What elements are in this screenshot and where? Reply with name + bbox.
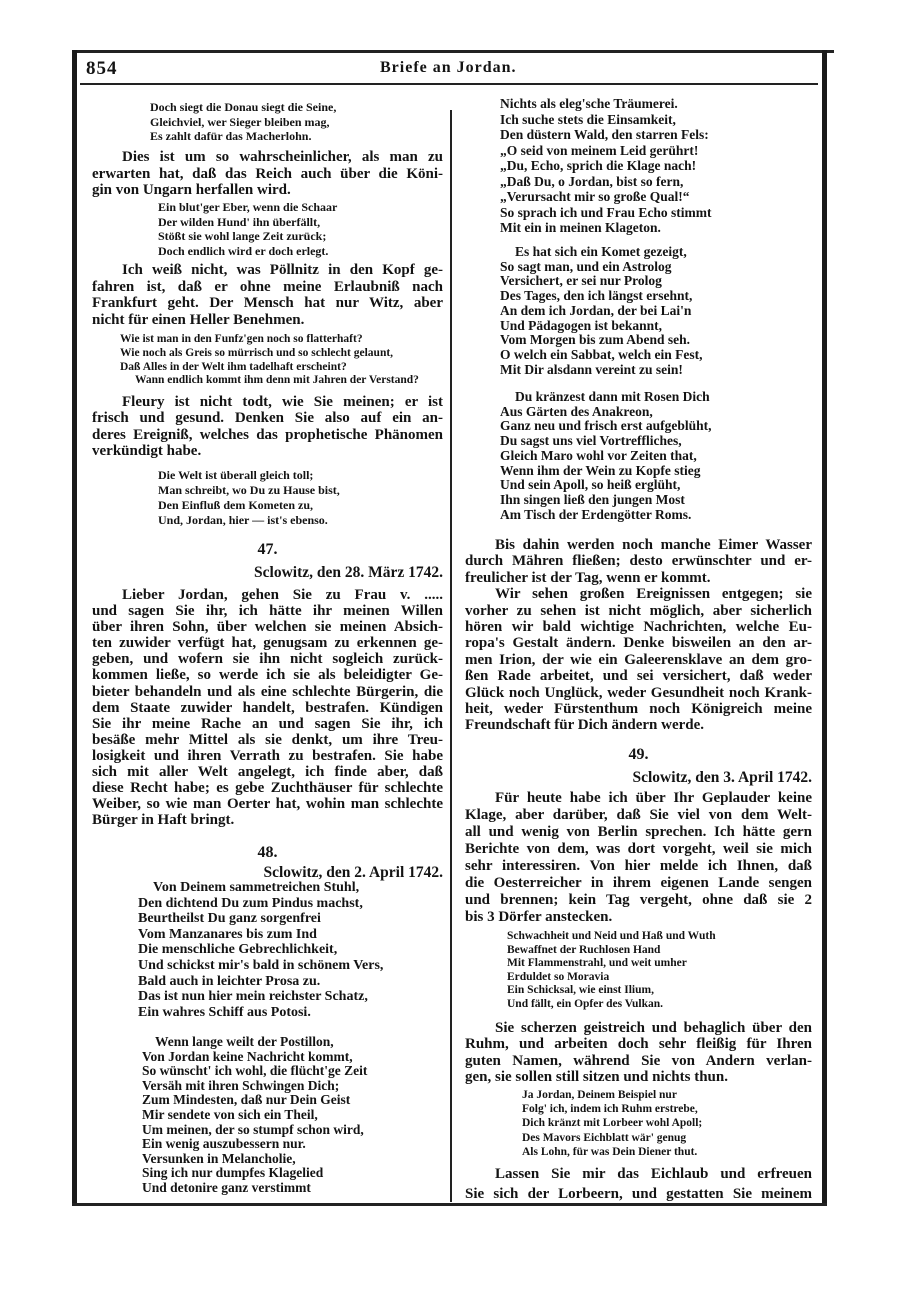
prose-line: guten Namen, während Sie von Andern verlan-	[465, 1052, 812, 1069]
letter-dateline: Sclowitz, den 2. April 1742.	[263, 864, 443, 881]
prose-line: freulicher ist der Tag, wenn er kommt.	[465, 569, 711, 586]
prose-line: diese Recht habe; es gebe Zuchthäuser für schlechte	[92, 780, 443, 797]
verse-line: Erduldet so Moravia	[507, 970, 610, 983]
verse-line: Mit Dir alsdann vereint zu sein!	[500, 361, 683, 377]
verse-line: So sagt man, und ein Astrolog	[500, 258, 672, 274]
verse-line: Am Tisch der Erdengötter Roms.	[500, 506, 692, 522]
verse-line: Und sein Apoll, so heiß erglüht,	[500, 477, 681, 493]
letter-dateline: Sclowitz, den 3. April 1742.	[632, 769, 812, 786]
page-frame-top-rule	[72, 50, 834, 53]
prose-paragraphs	[92, 394, 443, 459]
prose-line: ßen Rade arbeitet, und sei versichert, daß weder	[465, 668, 812, 685]
prose-line: gin von Ungarn herfallen wird.	[92, 182, 291, 198]
paragraph	[465, 790, 812, 926]
verse-stanza	[158, 468, 340, 528]
prose-paragraphs	[465, 790, 812, 926]
verse-line: Gleichviel, wer Sieger bleiben mag,	[150, 114, 330, 129]
paragraph	[465, 1164, 812, 1204]
page-number: 854	[86, 58, 118, 79]
prose-line: Sie sich der Lorbeern, und gestatten Sie meinem	[465, 1186, 812, 1202]
prose-line: Glück noch Unglück, weder Gesundheit noch Krank-	[465, 684, 812, 701]
prose-line: Ich weiß nicht, was Pöllnitz in den Kopf ge-	[122, 262, 443, 278]
verse-line: Wann endlich kommt ihm denn mit Jahren der Verstand?	[135, 374, 419, 387]
verse-line: Vom Manzanares bis zum Ind	[138, 926, 317, 942]
column-divider	[450, 110, 452, 1202]
verse-line: Versäh mit ihren Schwingen Dich;	[142, 1077, 340, 1093]
prose-paragraphs	[92, 262, 443, 328]
verse-line: Du kränzest dann mit Rosen Dich	[515, 389, 710, 404]
prose-line: Bürger in Haft bringt.	[92, 812, 235, 829]
prose-line: deres Ereigniß, welches das prophetische Phänomen	[92, 426, 443, 443]
prose-line: Lieber Jordan, gehen Sie zu Frau v. .....	[122, 587, 443, 603]
paragraph	[92, 262, 443, 328]
prose-line: bis 3 Dörfer anstecken.	[465, 909, 613, 925]
verse-stanza	[138, 880, 383, 1020]
verse-line: Bald auch in leichter Prosa zu.	[138, 973, 321, 989]
verse-line: „O seid von meinem Leid gerührt!	[500, 142, 699, 158]
verse-line: Ja Jordan, Deinem Beispiel nur	[522, 1089, 677, 1101]
verse-line: Man schreibt, wo Du zu Hause bist,	[158, 483, 340, 497]
prose-line: Klage, aber darüber, daß Sie viel von dem Welt-	[465, 807, 812, 823]
letter-number: 49.	[628, 746, 649, 763]
prose-line: men Irion, der wie ein Galeerensklave an dem gro-	[465, 651, 812, 668]
verse-line: Um meinen, der so stumpf schon wird,	[142, 1121, 364, 1137]
verse-line: Wie ist man in den Funfz'gen noch so flatterhaft?	[120, 333, 363, 345]
page-frame-left-rule	[72, 50, 77, 1205]
verse-line: Des Tages, den ich längst ersehnt,	[500, 288, 693, 304]
verse-line: Nichts als eleg'sche Träumerei.	[500, 96, 678, 111]
letter-number: 48.	[257, 844, 278, 861]
letter-number: 47.	[257, 541, 278, 558]
prose-line: dem Staate zuwider handelt, bestrafen. Kündigen	[92, 699, 443, 716]
verse-line: Aus Gärten des Anakreon,	[500, 403, 653, 419]
verse-line: So sprach ich und Frau Echo stimmt	[500, 204, 712, 220]
verse-line: Den Einfluß dem Kometen zu,	[158, 498, 314, 512]
verse-line: „Daß Du, o Jordan, bist so fern,	[500, 173, 684, 189]
prose-line: Frankfurt geht. Der Mensch hat nur Witz, aber	[92, 295, 443, 311]
verse-line: Ein wenig auszubessern nur.	[142, 1136, 306, 1152]
verse-line: Den düstern Wald, den starren Fels:	[500, 127, 709, 142]
verse-line: Zum Mindesten, daß nur Dein Geist	[142, 1092, 351, 1108]
verse-line: O welch ein Sabbat, welch ein Fest,	[500, 346, 703, 362]
prose-line: und brennen; kein Tag vergeht, ohne daß sie 2	[465, 892, 812, 908]
verse-line: Des Mavors Eichblatt wär' genug	[522, 1131, 687, 1144]
prose-line: all und wenig von Berlin sprechen. Ich hätte gern	[465, 824, 812, 840]
verse-line: Mit Flammenstrahl, und weit umher	[507, 957, 687, 970]
verse-line: Mit ein in meinen Klageton.	[500, 220, 661, 235]
verse-line: Doch endlich wird er doch erlegt.	[158, 243, 329, 258]
prose-line: Fleury ist nicht todt, wie Sie meinen; er ist	[122, 394, 443, 410]
prose-paragraphs	[465, 537, 812, 734]
verse-line: Stößt sie wohl lange Zeit zurück;	[158, 229, 327, 243]
prose-line: Für heute habe ich über Ihr Geplauder keine	[495, 790, 812, 806]
page-frame-right-rule	[822, 50, 827, 1205]
verse-line: Ich suche stets die Einsamkeit,	[500, 111, 676, 127]
prose-line: Sie ihr meine Rache an und sagen Sie ihr, ich	[92, 715, 443, 732]
prose-line: nicht für einen Heller Benehmen.	[92, 311, 305, 328]
prose-line: die Oesterreicher in ihrem eigenen Lande sengen	[465, 875, 812, 891]
verse-line: Versunken in Melancholie,	[142, 1150, 296, 1166]
verse-line: Es hat sich ein Komet gezeigt,	[515, 244, 687, 259]
verse-stanza	[500, 390, 712, 522]
paragraph	[465, 586, 812, 734]
verse-line: Vom Morgen bis zum Abend seh.	[500, 332, 691, 348]
prose-line: frisch und gesund. Denken Sie also auf ein an-	[92, 410, 443, 427]
prose-line: durch Mähren fließen; desto erwünschter und er-	[465, 553, 812, 570]
prose-line: sich mit aller Welt angelegt, ich finde aber, daß	[92, 764, 443, 781]
paragraph	[465, 1020, 812, 1085]
verse-line: Doch siegt die Donau siegt die Seine,	[150, 100, 337, 114]
verse-line: Und, Jordan, hier — ist's ebenso.	[158, 513, 328, 527]
paragraph	[92, 587, 443, 828]
prose-line: besäße mehr Mittel als sie denkt, um ihre Treu-	[92, 731, 443, 748]
prose-line: sehr interessiren. Von hier melde ich Ihnen, daß	[465, 858, 812, 874]
prose-line: hören wir bald wichtige Nachrichten, welche Eu-	[465, 618, 812, 635]
verse-line: Und schickst mir's bald in schönem Vers,	[138, 957, 384, 973]
letter-dateline: Sclowitz, den 28. März 1742.	[254, 564, 443, 581]
prose-paragraphs	[465, 1164, 812, 1204]
prose-line: Weiber, so wie man Oerter hat, wohin man schlechte	[92, 796, 443, 813]
verse-line: Daß Alles in der Welt ihm tadelhaft erscheint?	[120, 360, 347, 373]
verse-stanza	[120, 333, 419, 388]
verse-line: Wie noch als Greis so mürrisch und so schlecht gelaunt,	[120, 346, 394, 359]
verse-line: Du sagst uns viel Vortreffliches,	[500, 433, 682, 449]
verse-line: Es zahlt dafür das Macherlohn.	[150, 129, 312, 143]
header-rule	[80, 83, 818, 85]
verse-line: Ein blut'ger Eber, wenn die Schaar	[158, 200, 338, 214]
verse-line: Wenn ihm der Wein zu Kopfe stieg	[500, 462, 701, 478]
prose-line: Dies ist um so wahrscheinlicher, als man zu	[122, 149, 443, 165]
prose-line: erwarten hat, daß das Reich auch über die Köni-	[92, 165, 443, 182]
prose-line: ten zuwider verfügt hat, genugsam zu erkennen ge-	[92, 635, 443, 652]
prose-line: vorher zu sehen ist nicht möglich, aber sicherlich	[465, 602, 812, 619]
prose-line: heit, weder Fürstenthum noch Königreich meine	[465, 700, 812, 717]
verse-stanza	[158, 200, 337, 258]
verse-line: Die menschliche Gebrechlichkeit,	[138, 942, 338, 958]
prose-line: verkündigt habe.	[92, 442, 202, 459]
verse-line: Von Jordan keine Nachricht kommt,	[142, 1048, 353, 1064]
verse-line: An dem ich Jordan, der bei Lai'n	[500, 302, 692, 318]
prose-line: Berichte von dem, was dort vorgeht, weil sie mich	[465, 841, 812, 857]
verse-line: Als Lohn, für was Dein Diener thut.	[522, 1145, 698, 1158]
verse-line: Ihn singen ließ den jungen Most	[500, 491, 685, 507]
prose-paragraphs	[92, 149, 443, 199]
verse-line: Folg' ich, indem ich Ruhm erstrebe,	[522, 1103, 698, 1116]
prose-line: gen, sie sollen still sitzen und nichts thun.	[465, 1068, 728, 1085]
prose-line: kommen ließe, so werde ich sie als beleidigter Ge-	[92, 667, 443, 684]
verse-line: Versichert, er sei nur Prolog	[500, 273, 662, 289]
verse-line: Der wilden Hund' ihn überfällt,	[158, 214, 321, 229]
verse-stanza	[500, 245, 703, 377]
verse-line: Sing ich nur dumpfes Klagelied	[142, 1165, 324, 1181]
prose-line: Bis dahin werden noch manche Eimer Wasser	[495, 537, 812, 553]
verse-line: Beurtheilst Du ganz sorgenfrei	[138, 911, 321, 927]
verse-line: Ein Schicksal, wie einst Ilium,	[507, 984, 654, 997]
verse-line: Von Deinem sammetreichen Stuhl,	[153, 880, 360, 895]
verse-line: Wenn lange weilt der Postillon,	[155, 1034, 334, 1049]
paragraph	[92, 149, 443, 199]
prose-line: losigkeit und ihren Verrath zu bestrafen. Sie habe	[92, 747, 443, 764]
verse-line: „Verursacht mir so große Qual!“	[500, 189, 690, 204]
verse-stanza	[507, 930, 716, 1012]
verse-stanza	[142, 1035, 367, 1196]
verse-line: Den dichtend Du zum Pindus machst,	[138, 895, 363, 911]
verse-stanza	[522, 1088, 702, 1159]
paragraph	[465, 537, 812, 586]
verse-line: Die Welt ist überall gleich toll;	[158, 468, 314, 482]
verse-stanza	[150, 100, 336, 144]
verse-line: Schwachheit und Neid und Haß und Wuth	[507, 930, 716, 942]
verse-line: Ganz neu und frisch erst aufgeblüht,	[500, 418, 712, 434]
prose-paragraphs	[92, 587, 443, 828]
verse-line: Das ist nun hier mein reichster Schatz,	[138, 989, 368, 1005]
prose-line: Lassen Sie mir das Eichlaub und erfreuen	[495, 1166, 812, 1182]
verse-line: Dich kränzt mit Lorbeer wohl Apoll;	[522, 1117, 703, 1130]
prose-line: geben, und wofern sie ihn nicht sogleich zurück-	[92, 651, 443, 668]
prose-line: Freundschaft für Dich ändern werde.	[465, 717, 705, 734]
verse-line: Gleich Maro wohl vor Zeiten that,	[500, 447, 697, 463]
verse-line: So wünscht' ich wohl, die flücht'ge Zeit	[142, 1063, 368, 1079]
prose-line: über ihren Sohn, über welchen sie meinen Absich-	[92, 619, 443, 636]
verse-line: „Du, Echo, sprich die Klage nach!	[500, 158, 697, 173]
verse-line: Und detonire ganz verstimmt	[142, 1179, 311, 1195]
prose-line: Ruhm, und arbeiten doch sehr fleißig für Ihren	[465, 1036, 812, 1053]
prose-line: fahren ist, daß er ohne meine Erlaubniß nach	[92, 278, 443, 295]
prose-line: bieter behandeln und als eine schlechte Bürgerin, die	[92, 683, 443, 700]
prose-paragraphs	[465, 1020, 812, 1085]
verse-stanza	[500, 96, 712, 236]
verse-line: Und Pädagogen ist bekannt,	[500, 317, 663, 333]
prose-line: Wir sehen großen Ereignissen entgegen; sie	[495, 586, 812, 603]
verse-line: Bewaffnet der Ruchlosen Hand	[507, 943, 661, 956]
paragraph	[92, 394, 443, 459]
prose-line: ropa's Gestalt ändern. Denke bisweilen an den ar-	[465, 635, 812, 652]
verse-line: Mir sendete von sich ein Theil,	[142, 1106, 318, 1122]
verse-line: Ein wahres Schiff aus Potosi.	[138, 1004, 311, 1020]
verse-line: Und fällt, ein Opfer des Vulkan.	[507, 997, 664, 1010]
prose-line: und sagen Sie ihr, ich hätte ihr meinen Willen	[92, 603, 443, 620]
running-title: Briefe an Jordan.	[380, 59, 517, 76]
prose-line: Sie scherzen geistreich und behaglich über den	[495, 1020, 812, 1036]
